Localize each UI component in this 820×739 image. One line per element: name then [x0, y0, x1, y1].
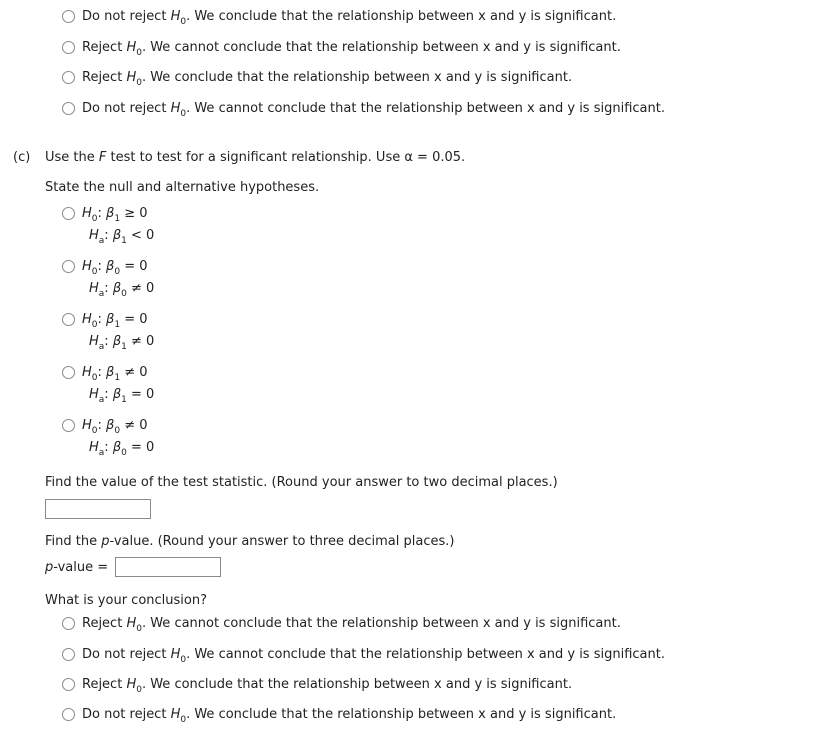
hyp-5-ha: $H_a$: $\beta_0 = 0$: [89, 440, 155, 458]
part-c-instruction: Use the F test to test for a significant relationship. Use α = 0.05.: [45, 150, 466, 165]
radio-conclusion-4[interactable]: [62, 708, 75, 721]
test-statistic-prompt: Find the value of the test statistic. (Round your answer to two decimal places.): [45, 475, 558, 490]
option-b-3: Reject $H_0$. We conclude that the relationship between x and y is significant.: [82, 70, 573, 88]
hyp-3-ha: $H_a$: $\beta_1 \ne 0$: [89, 334, 155, 352]
test-statistic-input[interactable]: [45, 499, 151, 519]
radio-b-2[interactable]: [62, 41, 75, 54]
hyp-4-ha: $H_a$: $\beta_1 = 0$: [89, 387, 155, 405]
radio-conclusion-2[interactable]: [62, 648, 75, 661]
conclusion-option-1: Reject $H_0$. We cannot conclude that the relationship between x and y is significant.: [82, 616, 621, 634]
conclusion-option-3: Reject $H_0$. We conclude that the relationship between x and y is significant.: [82, 677, 573, 695]
radio-b-3[interactable]: [62, 71, 75, 84]
radio-conclusion-1[interactable]: [62, 617, 75, 630]
hypotheses-prompt: State the null and alternative hypotheses.: [45, 180, 320, 195]
radio-hyp-3[interactable]: [62, 313, 75, 326]
conclusion-prompt: What is your conclusion?: [45, 593, 207, 608]
pvalue-input[interactable]: [115, 557, 221, 577]
radio-hyp-4[interactable]: [62, 366, 75, 379]
hyp-2-ha: $H_a$: $\beta_0 \ne 0$: [89, 281, 155, 299]
hyp-3-h0: $H_0$: $\beta_1 = 0$: [82, 312, 148, 330]
part-c-label: (c): [13, 150, 31, 165]
radio-hyp-2[interactable]: [62, 260, 75, 273]
hyp-4-h0: $H_0$: $\beta_1 \ne 0$: [82, 365, 148, 383]
radio-conclusion-3[interactable]: [62, 678, 75, 691]
pvalue-label: p-value =: [45, 560, 109, 575]
option-b-1: Do not reject $H_0$. We conclude that the relationship between x and y is significant.: [82, 9, 617, 27]
radio-hyp-5[interactable]: [62, 419, 75, 432]
option-b-4: Do not reject $H_0$. We cannot conclude that the relationship between x and y is significant.: [82, 101, 665, 119]
hyp-5-h0: $H_0$: $\beta_0 \ne 0$: [82, 418, 148, 436]
radio-hyp-1[interactable]: [62, 207, 75, 220]
hyp-2-h0: $H_0$: $\beta_0 = 0$: [82, 259, 148, 277]
radio-b-4[interactable]: [62, 102, 75, 115]
pvalue-prompt: Find the p-value. (Round your answer to three decimal places.): [45, 534, 455, 549]
radio-b-1[interactable]: [62, 10, 75, 23]
conclusion-option-2: Do not reject $H_0$. We cannot conclude that the relationship between x and y is significant.: [82, 647, 665, 665]
hyp-1-ha: $H_a$: $\beta_1 < 0$: [89, 228, 155, 246]
conclusion-option-4: Do not reject $H_0$. We conclude that the relationship between x and y is significant.: [82, 707, 617, 725]
hyp-1-h0: $H_0$: $\beta_1 \ge 0$: [82, 206, 148, 224]
option-b-2: Reject $H_0$. We cannot conclude that the relationship between x and y is significant.: [82, 40, 621, 58]
